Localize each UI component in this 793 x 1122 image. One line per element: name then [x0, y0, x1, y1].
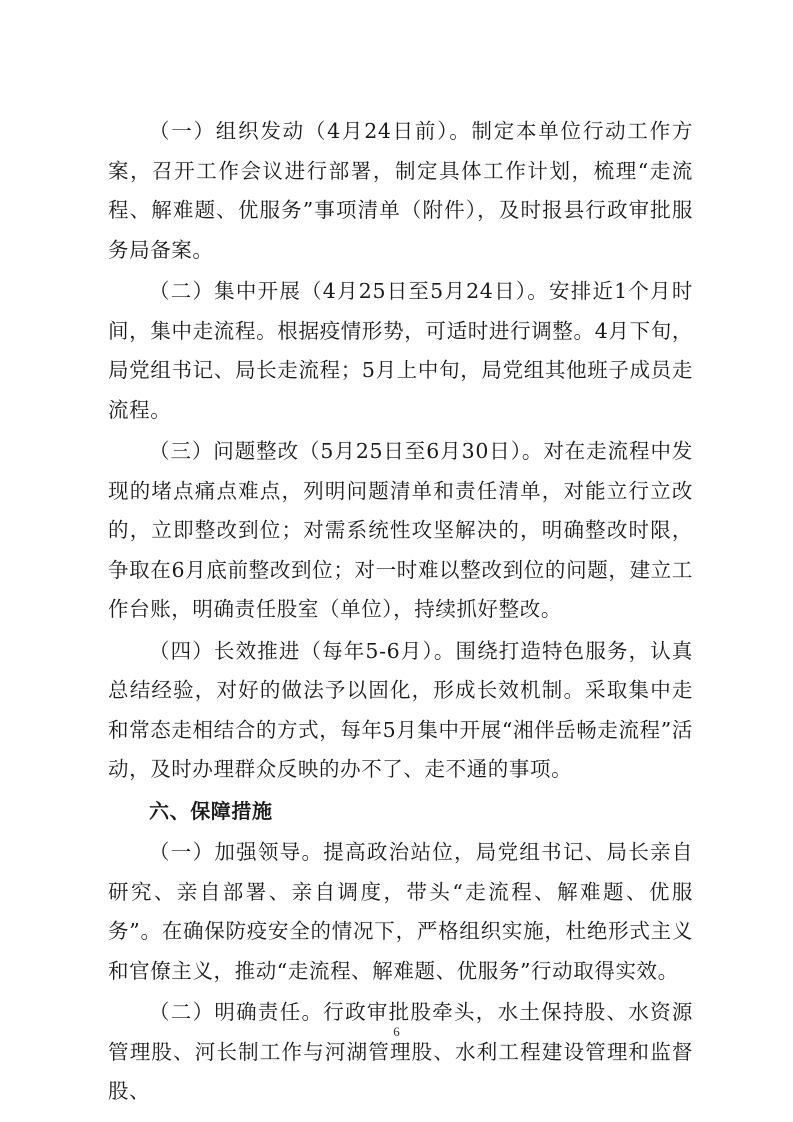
paragraph-clarify-responsibility: （二）明确责任。行政审批股牵头，水土保持股、水资源管理股、河长制工作与河湖管理股、水利工程建设管理和监督股、: [108, 1000, 693, 1103]
paragraph-concentrated-rollout: （二）集中开展（4月25日至5月24日）。安排近1个月时间，集中走流程。根据疫情形势，可适时进行调整。4月下旬，局党组书记、局长走流程；5月上中旬，局党组其他班子成员走流程。: [108, 279, 693, 422]
paragraph-long-term-promotion: （四）长效推进（每年5-6月）。围绕打造特色服务，认真总结经验，对好的做法予以固化，形成长效机制。采取集中走和常态走相结合的方式，每年5月集中开展“湘伴岳畅走流程”活动，及时办理群众反映的办不了、走不通的事项。: [108, 638, 693, 781]
document-body: [108, 112, 693, 1114]
paragraph-problem-rectification: （三）问题整改（5月25日至6月30日）。对在走流程中发现的堵点痛点难点，列明问题清单和责任清单，对能立行立改的，立即整改到位；对需系统性攻坚解决的，明确整改时限，争取在6月底前整改到位；对一时难以整改到位的问题，建立工作台账，明确责任股室（单位），持续抓好整改。: [108, 439, 693, 621]
page-number: 6: [393, 1024, 400, 1039]
paragraph-organize-launch: （一）组织发动（4月24日前）。制定本单位行动工作方案，召开工作会议进行部署，制定具体工作计划，梳理“走流程、解难题、优服务”事项清单（附件），及时报县行政审批服务局备案。: [108, 119, 693, 262]
paragraph-strengthen-leadership: （一）加强领导。提高政治站位，局党组书记、局长亲自研究、亲自部署、亲自调度，带头“走流程、解难题、优服务”。在确保防疫安全的情况下，严格组织实施，杜绝形式主义和官僚主义，推动“走流程、解难题、优服务”行动取得实效。: [108, 840, 693, 983]
section-heading-safeguards: 六、保障措施: [149, 798, 273, 823]
